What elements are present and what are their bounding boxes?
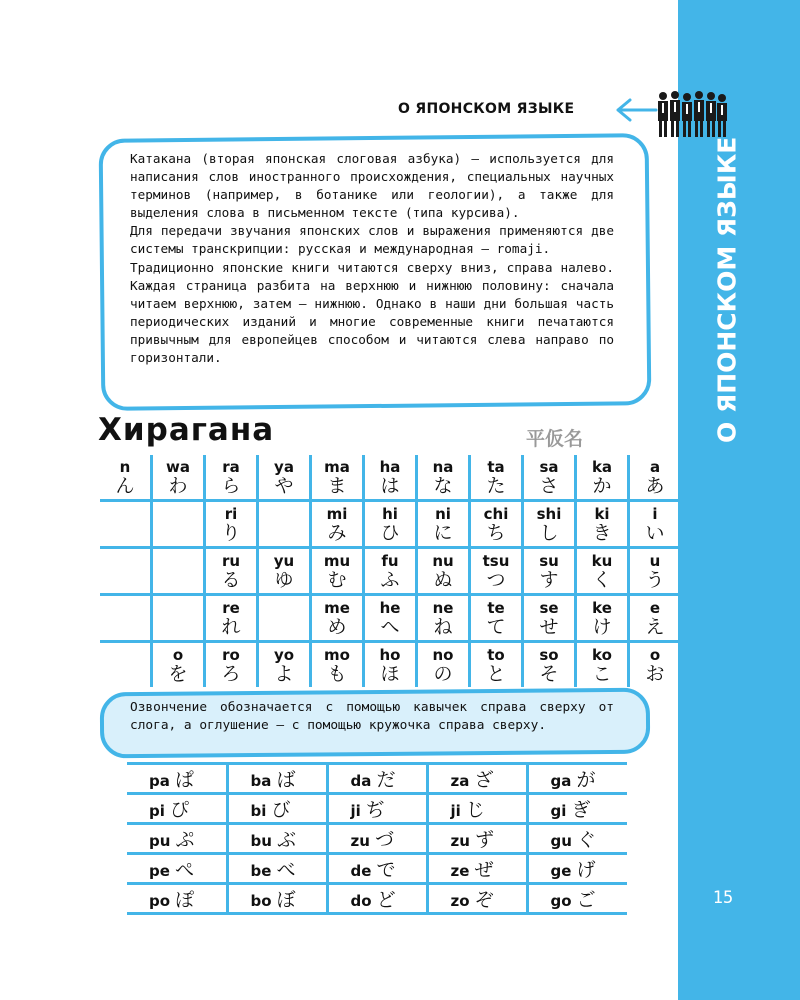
table-row (127, 884, 627, 914)
kana-cell: he へ (364, 595, 417, 642)
table-row (100, 455, 680, 501)
dakuten-cell: bi び (227, 794, 327, 824)
dakuten-cell: pe ぺ (127, 854, 227, 884)
kana-cell (152, 548, 205, 595)
intro-paragraph: Катакана (вторая японская слоговая азбука) — используется для написания слов иностранного происхождения, специальных научных терминов (например, в ботанике или геологии), а также для выделения слова в письменном тексте (типа курсива). (130, 151, 614, 221)
dakuten-cell: ba ば (227, 764, 327, 794)
side-chapter-title: О ЯПОНСКОМ ЯЗЫКЕ (712, 136, 742, 444)
kana-cell: u う (629, 548, 681, 595)
kana-cell: chi ち (470, 501, 523, 548)
kana-cell (152, 595, 205, 642)
kana-cell: ni に (417, 501, 470, 548)
kana-cell: na な (417, 455, 470, 501)
running-head: О ЯПОНСКОМ ЯЗЫКЕ (398, 101, 575, 117)
kana-cell: no の (417, 642, 470, 688)
kana-cell: wa わ (152, 455, 205, 501)
dakuten-cell: zo ぞ (427, 884, 527, 914)
kana-cell: ya や (258, 455, 311, 501)
intro-text (130, 150, 614, 367)
section-heading: Хирагана (98, 412, 275, 448)
kana-cell: ta た (470, 455, 523, 501)
kana-cell: ka か (576, 455, 629, 501)
table-row (100, 548, 680, 595)
dakuten-cell: pa ぱ (127, 764, 227, 794)
dakuten-cell: ze ぜ (427, 854, 527, 884)
kana-cell (100, 548, 152, 595)
kana-cell (258, 595, 311, 642)
kana-cell: ma ま (311, 455, 364, 501)
dakuten-cell: ji ぢ (327, 794, 427, 824)
kana-cell: shi し (523, 501, 576, 548)
kana-cell: ki き (576, 501, 629, 548)
kana-cell: o お (629, 642, 681, 688)
dakuten-cell: ga が (527, 764, 627, 794)
kana-cell: sa さ (523, 455, 576, 501)
dakuten-cell: gi ぎ (527, 794, 627, 824)
kana-cell: ra ら (205, 455, 258, 501)
kana-cell: ke け (576, 595, 629, 642)
kana-cell: n ん (100, 455, 152, 501)
table-row (127, 854, 627, 884)
dakuten-cell: bo ぼ (227, 884, 327, 914)
table-row (100, 501, 680, 548)
dakuten-cell: be べ (227, 854, 327, 884)
kana-cell: to と (470, 642, 523, 688)
dakuten-cell: de で (327, 854, 427, 884)
kana-cell: hi ひ (364, 501, 417, 548)
dakuten-cell: za ざ (427, 764, 527, 794)
dakuten-cell: pu ぷ (127, 824, 227, 854)
dakuten-cell: ji じ (427, 794, 527, 824)
kana-cell: a あ (629, 455, 681, 501)
table-row (100, 595, 680, 642)
table-row (127, 824, 627, 854)
kana-cell: e え (629, 595, 681, 642)
dakuten-cell: do ど (327, 884, 427, 914)
kana-cell: yo よ (258, 642, 311, 688)
table-row (127, 764, 627, 794)
kana-cell: i い (629, 501, 681, 548)
kana-cell (100, 595, 152, 642)
dakuten-cell: ge げ (527, 854, 627, 884)
kana-cell: ri り (205, 501, 258, 548)
kana-cell: te て (470, 595, 523, 642)
dakuten-cell: da だ (327, 764, 427, 794)
kana-cell (100, 501, 152, 548)
kana-cell: so そ (523, 642, 576, 688)
kana-cell: re れ (205, 595, 258, 642)
arrow-left-icon (614, 96, 658, 124)
table-row (100, 642, 680, 688)
kana-cell (152, 501, 205, 548)
kana-cell: me め (311, 595, 364, 642)
kana-cell: ko こ (576, 642, 629, 688)
kana-cell: su す (523, 548, 576, 595)
dakuten-cell: bu ぶ (227, 824, 327, 854)
page-number: 15 (712, 888, 734, 908)
dakuten-cell: zu ず (427, 824, 527, 854)
dakuten-cell: go ご (527, 884, 627, 914)
kana-cell: yu ゆ (258, 548, 311, 595)
dakuten-cell: pi ぴ (127, 794, 227, 824)
kana-cell (258, 501, 311, 548)
dakuten-cell: gu ぐ (527, 824, 627, 854)
people-group-icon (655, 90, 729, 140)
kana-cell: se せ (523, 595, 576, 642)
intro-paragraph: Традиционно японские книги читаются сверху вниз, справа налево. Каждая страница разбита на верхнюю и нижнюю половину: сначала читаем верхнюю, затем — нижнюю. Однако в наши дни большая часть периодических изданий и многие современные книги печатаются привычным для европейцев способом и читаются слева направо по горизонтали. (130, 259, 614, 366)
voicing-note: Озвончение обозначается с помощью кавычек справа сверху от слога, а оглушение — с помощью кружочка справа сверху. (130, 700, 614, 733)
kana-cell: ne ね (417, 595, 470, 642)
kana-cell: mu む (311, 548, 364, 595)
kana-cell: ha は (364, 455, 417, 501)
kana-cell: mo も (311, 642, 364, 688)
dakuten-cell: zu づ (327, 824, 427, 854)
kana-cell: mi み (311, 501, 364, 548)
kana-cell: tsu つ (470, 548, 523, 595)
kana-cell: ru る (205, 548, 258, 595)
kana-cell: nu ぬ (417, 548, 470, 595)
kana-cell (100, 642, 152, 688)
dakuten-table (127, 762, 627, 915)
intro-paragraph: Для передачи звучания японских слов и выражения применяются две системы транскрипции: русская и международная — romaji. (130, 223, 614, 257)
kana-cell: ho ほ (364, 642, 417, 688)
hiragana-table (100, 455, 680, 687)
kana-cell: o を (152, 642, 205, 688)
kana-cell: ku く (576, 548, 629, 595)
section-heading-kanji: 平仮名 (526, 428, 584, 450)
kana-cell: ro ろ (205, 642, 258, 688)
kana-cell: fu ふ (364, 548, 417, 595)
table-row (127, 794, 627, 824)
dakuten-cell: po ぽ (127, 884, 227, 914)
